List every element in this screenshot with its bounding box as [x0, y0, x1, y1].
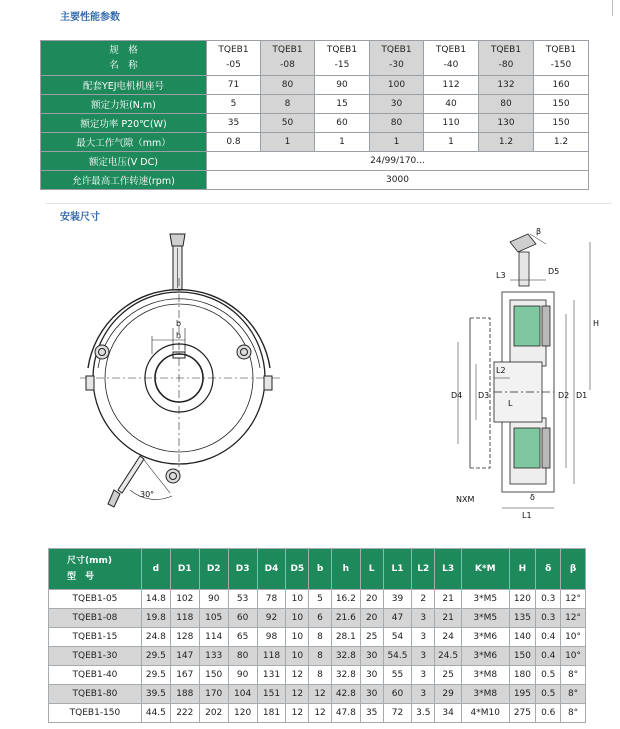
dimensions-table — [48, 548, 586, 723]
dims-model: TQEB1-08 — [49, 609, 142, 628]
model-suffix: -08 — [280, 60, 295, 70]
front-view-drawing — [60, 228, 300, 528]
param-value: 130 — [479, 114, 534, 133]
dims-value: 3 — [412, 647, 435, 666]
model-series: TQEB1 — [272, 45, 303, 55]
dims-value: 167 — [170, 666, 199, 685]
param-row — [41, 95, 589, 114]
label-L1: L1 — [522, 511, 532, 520]
dims-value: 188 — [170, 685, 199, 704]
param-value: 80 — [261, 76, 315, 95]
dims-column-header: δ — [536, 549, 561, 590]
dims-value: 39 — [383, 590, 412, 609]
spec-header-bottom: 名 称 — [109, 60, 138, 71]
dims-value: 3 — [412, 666, 435, 685]
param-label: 最大工作气隙（mm） — [41, 133, 207, 152]
dims-value: 80 — [228, 647, 257, 666]
dims-value: 16.2 — [331, 590, 360, 609]
dims-column-header: D3 — [228, 549, 257, 590]
dims-value: 10° — [561, 628, 586, 647]
label-delta: δ — [530, 493, 535, 502]
model-suffix: -150 — [550, 60, 572, 70]
max-speed-label: 允许最高工作转速(rpm) — [41, 171, 207, 190]
dims-column-header: β — [561, 549, 586, 590]
dims-value: 3*M8 — [462, 666, 510, 685]
dims-value: 24.5 — [435, 647, 462, 666]
dims-value: 60 — [383, 685, 412, 704]
param-value: 40 — [424, 95, 479, 114]
dims-column-header: h — [331, 549, 360, 590]
dims-value: 30 — [360, 647, 383, 666]
dims-value: 28.1 — [331, 628, 360, 647]
dims-value: 118 — [257, 647, 286, 666]
dims-value: 20 — [360, 590, 383, 609]
dims-value: 0.4 — [536, 628, 561, 647]
dims-row — [49, 628, 586, 647]
model-suffix: -30 — [389, 60, 404, 70]
dims-value: 120 — [228, 704, 257, 723]
dims-value: 29.5 — [141, 647, 170, 666]
dims-value: 3 — [412, 628, 435, 647]
model-header-cell — [534, 41, 589, 76]
max-speed-row — [41, 171, 589, 190]
dims-value: 21 — [435, 590, 462, 609]
dims-value: 30 — [360, 685, 383, 704]
dims-value: 0.3 — [536, 590, 561, 609]
dims-value: 44.5 — [141, 704, 170, 723]
dims-header-unit: 尺寸(mm) — [67, 556, 112, 566]
dims-value: 180 — [509, 666, 536, 685]
dims-value: 60 — [228, 609, 257, 628]
param-label: 额定力矩(N.m) — [41, 95, 207, 114]
dims-value: 8 — [309, 628, 332, 647]
dims-value: 0.6 — [536, 704, 561, 723]
dims-value: 0.5 — [536, 666, 561, 685]
model-series: TQEB1 — [381, 45, 412, 55]
dims-value: 32.8 — [331, 647, 360, 666]
dims-value: 3 — [412, 685, 435, 704]
dims-value: 42.8 — [331, 685, 360, 704]
dims-value: 19.8 — [141, 609, 170, 628]
model-series: TQEB1 — [218, 45, 249, 55]
dims-column-header: H — [509, 549, 536, 590]
coil-lower — [514, 428, 540, 468]
dims-value: 10 — [286, 628, 309, 647]
label-D3: D3 — [478, 391, 490, 400]
param-value: 35 — [207, 114, 261, 133]
dims-value: 135 — [509, 609, 536, 628]
dims-column-header: D4 — [257, 549, 286, 590]
param-label: 额定功率 P20℃(W) — [41, 114, 207, 133]
dims-value: 275 — [509, 704, 536, 723]
mounting-bolt-right — [237, 345, 251, 359]
rated-voltage-row — [41, 152, 589, 171]
dims-value: 90 — [199, 590, 228, 609]
param-row — [41, 133, 589, 152]
dims-value: 98 — [257, 628, 286, 647]
dims-value: 114 — [199, 628, 228, 647]
dims-column-header: L2 — [412, 549, 435, 590]
dims-value: 150 — [199, 666, 228, 685]
dims-value: 150 — [509, 647, 536, 666]
model-series: TQEB1 — [490, 45, 522, 55]
label-H: H — [593, 319, 600, 328]
label-h: h — [176, 331, 182, 340]
dims-value: 21.6 — [331, 609, 360, 628]
model-header-cell — [370, 41, 424, 76]
side-view-drawing — [450, 222, 620, 522]
vertical-rule — [612, 0, 613, 16]
dims-value: 32.8 — [331, 666, 360, 685]
label-NXM: NXM — [456, 495, 475, 504]
section-title-performance: 主要性能参数 — [60, 12, 120, 23]
dims-value: 55 — [383, 666, 412, 685]
param-value: 1 — [315, 133, 370, 152]
dims-value: 3*M8 — [462, 685, 510, 704]
dims-value: 8° — [561, 704, 586, 723]
dims-value: 25 — [435, 666, 462, 685]
param-value: 5 — [207, 95, 261, 114]
dims-value: 181 — [257, 704, 286, 723]
label-L3: L3 — [496, 271, 506, 280]
dims-value: 78 — [257, 590, 286, 609]
param-value: 1.2 — [534, 133, 589, 152]
dims-column-header: K*M — [462, 549, 510, 590]
dims-value: 29 — [435, 685, 462, 704]
dims-value: 0.3 — [536, 609, 561, 628]
dims-value: 47.8 — [331, 704, 360, 723]
label-D5: D5 — [548, 267, 560, 276]
model-header-cell — [479, 41, 534, 76]
dims-model: TQEB1-40 — [49, 666, 142, 685]
dims-value: 118 — [170, 609, 199, 628]
dims-value: 20 — [360, 609, 383, 628]
param-value: 150 — [534, 114, 589, 133]
spec-header-top: 规 格 — [109, 45, 138, 56]
label-b: b — [176, 319, 182, 328]
dims-value: 12 — [286, 666, 309, 685]
param-value: 1 — [424, 133, 479, 152]
label-30-degree: 30° — [140, 490, 155, 499]
param-value: 30 — [370, 95, 424, 114]
dims-value: 12 — [309, 685, 332, 704]
dims-value: 5 — [309, 590, 332, 609]
param-value: 1 — [261, 133, 315, 152]
mounting-bolt-bottom — [166, 469, 180, 483]
dims-value: 35 — [360, 704, 383, 723]
param-value: 0.8 — [207, 133, 261, 152]
dims-value: 3*M5 — [462, 609, 510, 628]
dims-value: 3.5 — [412, 704, 435, 723]
model-series: TQEB1 — [545, 45, 577, 55]
dims-value: 12° — [561, 609, 586, 628]
param-value: 15 — [315, 95, 370, 114]
dims-value: 29.5 — [141, 666, 170, 685]
label-beta: β — [536, 227, 542, 236]
dims-model: TQEB1-150 — [49, 704, 142, 723]
dims-model: TQEB1-30 — [49, 647, 142, 666]
model-header-cell — [315, 41, 370, 76]
dims-value: 54 — [383, 628, 412, 647]
dims-value: 4*M10 — [462, 704, 510, 723]
dims-column-header: D1 — [170, 549, 199, 590]
dims-value: 24.8 — [141, 628, 170, 647]
dims-value: 25 — [360, 628, 383, 647]
model-suffix: -40 — [443, 60, 459, 70]
dims-value: 195 — [509, 685, 536, 704]
dims-value: 3*M6 — [462, 628, 510, 647]
model-header-cell — [207, 41, 261, 76]
param-value: 71 — [207, 76, 261, 95]
model-suffix: -05 — [226, 60, 241, 70]
param-value: 110 — [424, 114, 479, 133]
dims-value: 90 — [228, 666, 257, 685]
lead-wire — [118, 456, 144, 493]
dims-column-header: D5 — [286, 549, 309, 590]
rated-voltage-value: 24/99/170... — [207, 152, 589, 171]
model-header-cell — [424, 41, 479, 76]
dims-value: 65 — [228, 628, 257, 647]
param-value: 50 — [261, 114, 315, 133]
dims-value: 140 — [509, 628, 536, 647]
dims-value: 10 — [286, 647, 309, 666]
dims-row — [49, 647, 586, 666]
label-D2: D2 — [558, 391, 570, 400]
dims-row — [49, 685, 586, 704]
dims-value: 6 — [309, 609, 332, 628]
dims-value: 120 — [509, 590, 536, 609]
dims-row — [49, 590, 586, 609]
param-value: 1.2 — [479, 133, 534, 152]
dims-value: 10 — [286, 609, 309, 628]
performance-table — [40, 40, 589, 190]
param-row — [41, 114, 589, 133]
dims-value: 202 — [199, 704, 228, 723]
dims-value: 72 — [383, 704, 412, 723]
model-header-row — [41, 41, 589, 76]
dims-value: 128 — [170, 628, 199, 647]
coil-upper — [514, 306, 540, 346]
param-value: 80 — [370, 114, 424, 133]
label-L2: L2 — [496, 366, 506, 375]
section-title-installation: 安装尺寸 — [60, 212, 100, 223]
param-label: 配套YEJ电机机座号 — [41, 76, 207, 95]
model-suffix: -80 — [498, 60, 514, 70]
param-value: 150 — [534, 95, 589, 114]
dims-header-model: 型 号 — [67, 572, 95, 582]
dims-column-header: L1 — [383, 549, 412, 590]
dims-model: TQEB1-05 — [49, 590, 142, 609]
dims-column-header: d — [141, 549, 170, 590]
param-value: 160 — [534, 76, 589, 95]
dims-value: 30 — [360, 666, 383, 685]
param-value: 1 — [370, 133, 424, 152]
dims-column-header: L3 — [435, 549, 462, 590]
dims-model: TQEB1-15 — [49, 628, 142, 647]
dims-value: 222 — [170, 704, 199, 723]
dims-value: 3 — [412, 609, 435, 628]
dims-value: 147 — [170, 647, 199, 666]
dims-column-header: D2 — [199, 549, 228, 590]
dims-value: 3*M5 — [462, 590, 510, 609]
model-suffix: -15 — [334, 60, 350, 70]
mounting-bolt-left — [95, 345, 109, 359]
dims-column-header: L — [360, 549, 383, 590]
dims-value: 34 — [435, 704, 462, 723]
label-L: L — [508, 399, 513, 408]
dims-value: 3*M6 — [462, 647, 510, 666]
param-value: 8 — [261, 95, 315, 114]
model-series: TQEB1 — [326, 45, 358, 55]
section-divider — [46, 203, 612, 204]
release-handle — [170, 234, 185, 246]
dims-value: 10° — [561, 647, 586, 666]
dims-value: 14.8 — [141, 590, 170, 609]
dims-value: 10 — [286, 590, 309, 609]
dims-value: 0.5 — [536, 685, 561, 704]
dims-model: TQEB1-80 — [49, 685, 142, 704]
rated-voltage-label: 额定电压(V DC) — [41, 152, 207, 171]
dims-value: 39.5 — [141, 685, 170, 704]
dims-value: 105 — [199, 609, 228, 628]
param-value: 90 — [315, 76, 370, 95]
model-header-cell — [261, 41, 315, 76]
label-D4: D4 — [451, 391, 463, 400]
dims-value: 170 — [199, 685, 228, 704]
dims-row — [49, 666, 586, 685]
label-D1: D1 — [576, 391, 588, 400]
spec-name-header — [41, 41, 207, 76]
dims-value: 92 — [257, 609, 286, 628]
dims-row — [49, 704, 586, 723]
dims-value: 133 — [199, 647, 228, 666]
dims-row — [49, 609, 586, 628]
dims-value: 102 — [170, 590, 199, 609]
dims-value: 53 — [228, 590, 257, 609]
param-value: 100 — [370, 76, 424, 95]
dims-value: 12 — [309, 704, 332, 723]
max-speed-value: 3000 — [207, 171, 589, 190]
dims-value: 12 — [286, 704, 309, 723]
dims-value: 24 — [435, 628, 462, 647]
dims-value: 2 — [412, 590, 435, 609]
dims-value: 8° — [561, 666, 586, 685]
param-value: 112 — [424, 76, 479, 95]
dims-value: 21 — [435, 609, 462, 628]
param-row — [41, 76, 589, 95]
dims-value: 47 — [383, 609, 412, 628]
param-value: 132 — [479, 76, 534, 95]
dims-value: 131 — [257, 666, 286, 685]
dims-value: 104 — [228, 685, 257, 704]
dims-value: 12° — [561, 590, 586, 609]
dims-value: 8 — [309, 647, 332, 666]
param-value: 80 — [479, 95, 534, 114]
dims-value: 151 — [257, 685, 286, 704]
param-value: 60 — [315, 114, 370, 133]
dims-value: 8° — [561, 685, 586, 704]
dims-column-header: b — [309, 549, 332, 590]
dims-value: 54.5 — [383, 647, 412, 666]
dims-value: 0.4 — [536, 647, 561, 666]
dims-first-header — [49, 549, 142, 590]
dims-value: 12 — [286, 685, 309, 704]
dims-value: 8 — [309, 666, 332, 685]
model-series: TQEB1 — [435, 45, 467, 55]
